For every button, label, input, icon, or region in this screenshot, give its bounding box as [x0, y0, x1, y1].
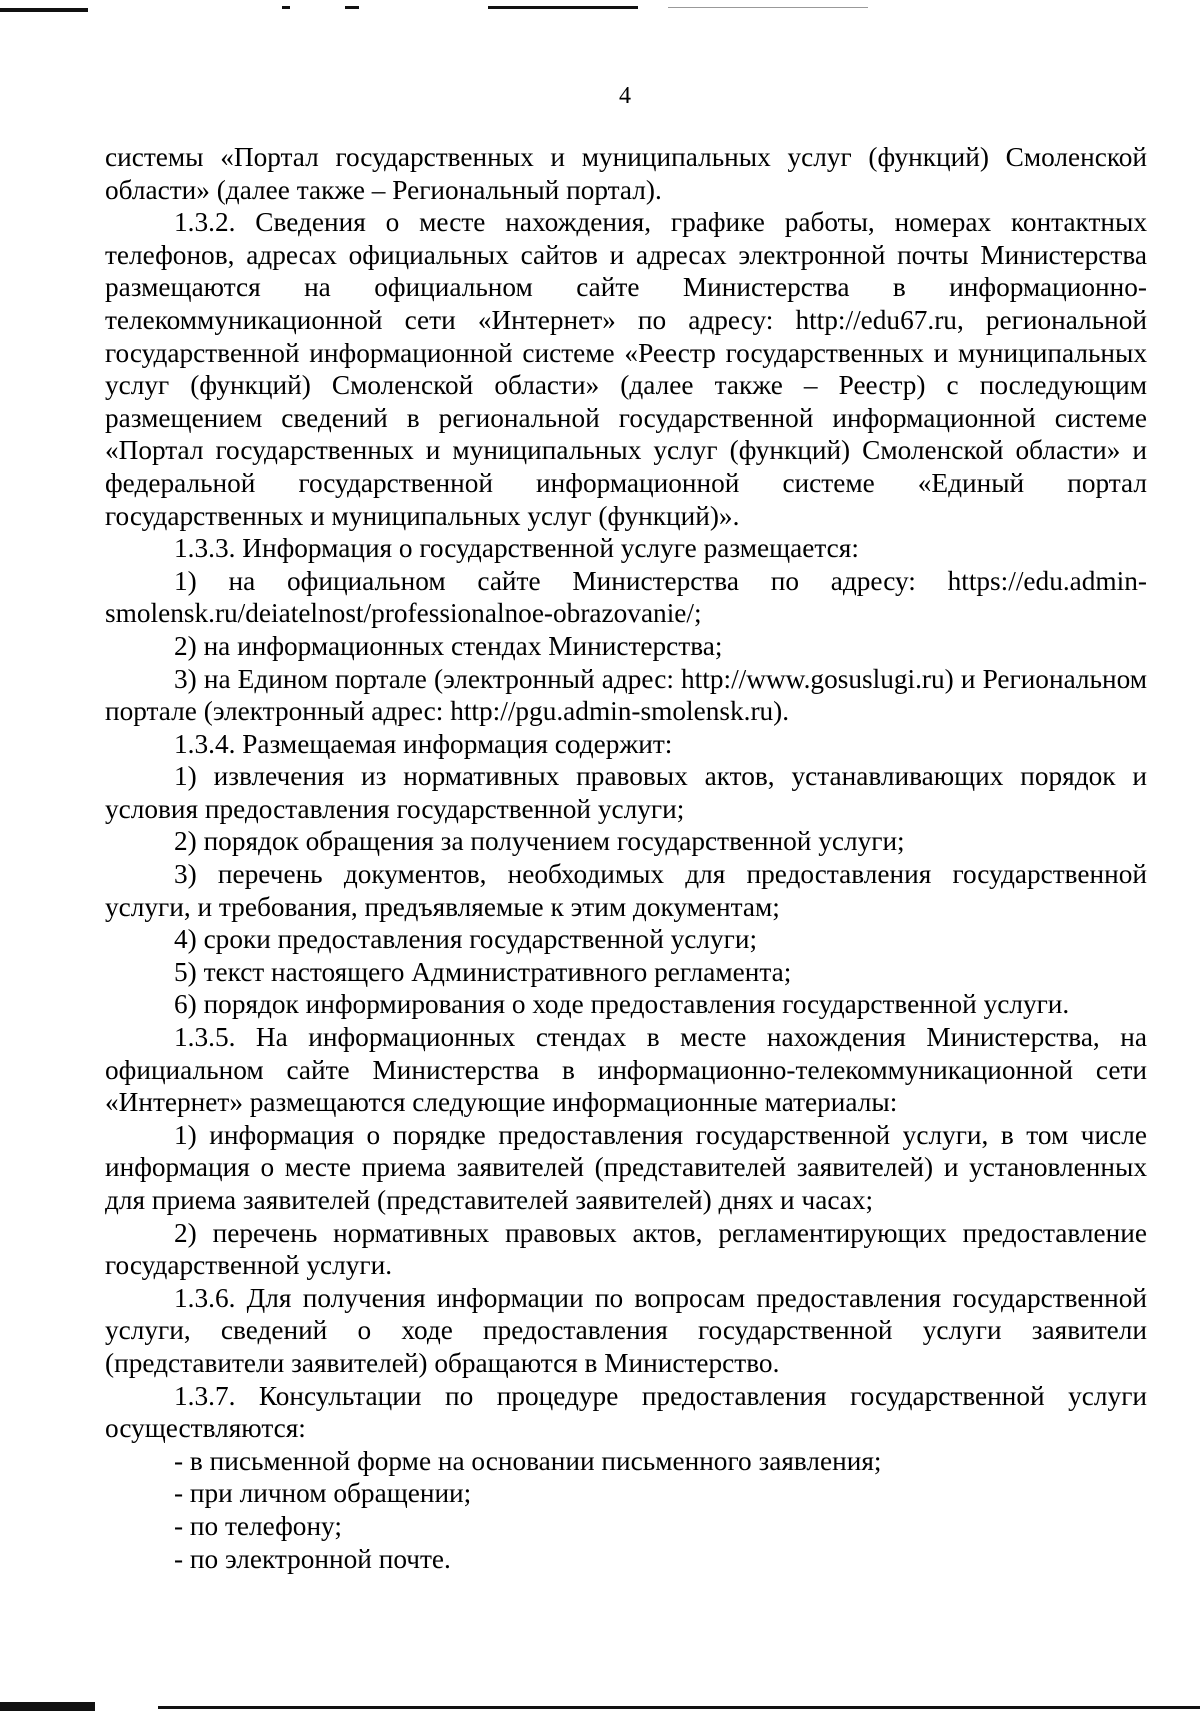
list-item: 5) текст настоящего Административного регламента; — [174, 956, 792, 987]
list-item: 2) на информационных стендах Министерства; — [174, 630, 723, 661]
paragraph: 1.3.6. Для получения информации по вопросам предоставления государственной услуги, сведений о ходе предоставления государственной услуги заявители (представители заявителей) обращаются в Министерство. — [105, 1282, 1147, 1378]
page-number: 4 — [619, 83, 631, 109]
list-item: 1) извлечения из нормативных правовых актов, устанавливающих порядок и условия предоставления государственной услуги; — [105, 761, 1147, 824]
paragraph: 1.3.3. Информация о государственной услуге размещается: — [174, 533, 859, 564]
list-item: 6) порядок информирования о ходе предоставления государственной услуги. — [174, 989, 1070, 1020]
document-body — [105, 141, 1147, 1575]
list-item: 1) на официальном сайте Министерства по адресу: https://edu.admin-smolensk.ru/deiatelnost/professionalnoe-obrazovanie/; — [105, 565, 1147, 629]
list-item: 3) перечень документов, необходимых для предоставления государственной услуги, и требования, предъявляемые к этим документам; — [105, 859, 1147, 922]
list-item: 3) на Едином портале (электронный адрес: http://www.gosuslugi.ru) и Региональном портале (электронный адрес: http://pgu.admin-smolensk.ru). — [105, 663, 1147, 727]
scan-edge-bottom — [0, 1696, 1200, 1713]
paragraph: 1.3.7. Консультации по процедуре предоставления государственной услуги осуществляются: — [105, 1380, 1147, 1444]
list-item: 2) порядок обращения за получением государственной услуги; — [174, 826, 905, 857]
bullet-item: - в письменной форме на основании письменного заявления; — [174, 1445, 882, 1476]
scan-edge-top — [0, 0, 1200, 16]
bullet-item: - по электронной почте. — [174, 1543, 451, 1574]
list-item: 1) информация о порядке предоставления государственной услуги, в том числе информация о месте приема заявителей (представителей заявителей) и установленных для приема заявителей (представителей заявителей) днях и часах; — [105, 1119, 1147, 1215]
paragraph: системы «Портал государственных и муниципальных услуг (функций) Смоленской области» (далее также – Региональный портал). — [105, 142, 1147, 205]
list-item: 4) сроки предоставления государственной услуги; — [174, 924, 758, 955]
list-item: 2) перечень нормативных правовых актов, регламентирующих предоставление государственной услуги. — [105, 1217, 1147, 1281]
bullet-item: - при личном обращении; — [174, 1478, 472, 1509]
bullet-item: - по телефону; — [174, 1510, 342, 1541]
paragraph: 1.3.2. Сведения о месте нахождения, графике работы, номерах контактных телефонов, адресах официальных сайтов и адресах электронной почты Министерства размещаются на официальном сайте Министерства в информационно-телекоммуникационной сети «Интернет» по адресу: http://edu67.ru, региональной государственной информационной системе «Реестр государственных и муниципальных услуг (функций) Смоленской области» (далее также – Реестр) с последующим размещением сведений в региональной государственной информационной системе «Портал государственных и муниципальных услуг (функций) Смоленской области» и федеральной государственной информационной системе «Единый портал государственных и муниципальных услуг (функций)». — [105, 207, 1147, 531]
paragraph: 1.3.4. Размещаемая информация содержит: — [174, 728, 673, 759]
paragraph: 1.3.5. На информационных стендах в месте нахождения Министерства, на официальном сайте Министерства в информационно-телекоммуникационной сети «Интернет» размещаются следующие информационные материалы: — [105, 1022, 1147, 1118]
